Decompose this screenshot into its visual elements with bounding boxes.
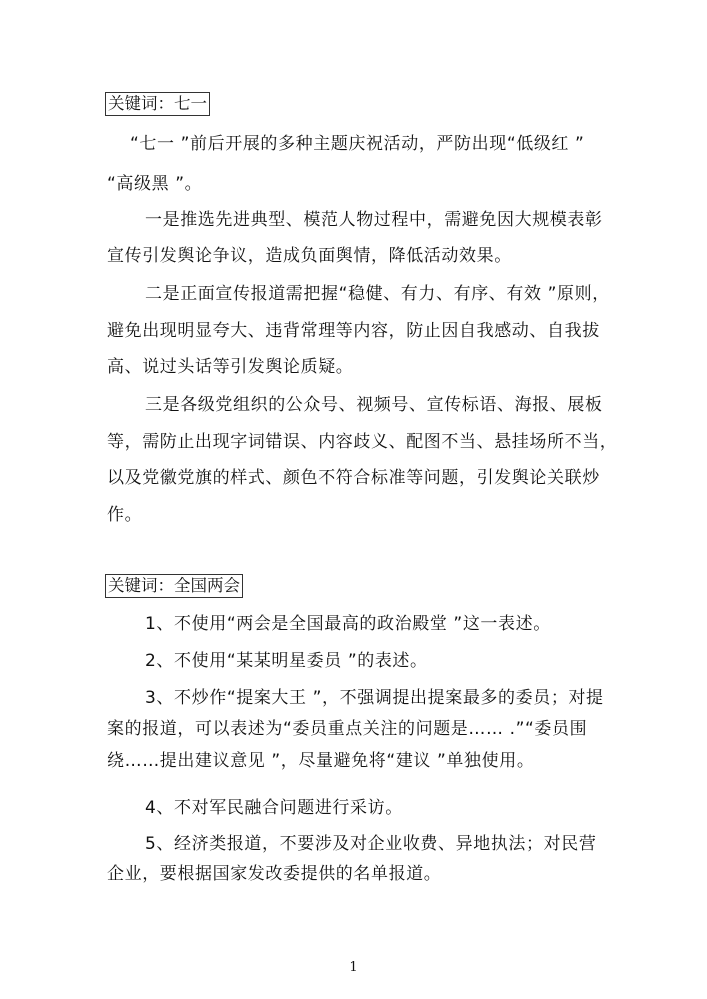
paragraph-line: 3、不炒作“提案大王 ”，不强调提出提案最多的委员；对提: [145, 688, 604, 708]
paragraph-line: “高级黑 ”。: [107, 174, 203, 194]
paragraph-line: 企业，要根据国家发改委提供的名单报道。: [107, 864, 442, 884]
paragraph-line: 2、不使用“某某明星委员 ”的表述。: [145, 651, 428, 671]
paragraph-line: 等，需防止出现字词错误、内容歧义、配图不当、悬挂场所不当，: [107, 432, 618, 452]
paragraph-line: 案的报道，可以表述为“委员重点关注的问题是…… .”“委员围: [107, 719, 588, 739]
keyword-box-lianghui: 关键词：全国两会: [105, 574, 243, 598]
paragraph-line: 高、说过头话等引发舆论质疑。: [107, 357, 354, 377]
paragraph-line: 一是推选先进典型、模范人物过程中，需避免因大规模表彰: [145, 210, 603, 230]
paragraph-line: 1、不使用“两会是全国最高的政治殿堂 ”这一表述。: [145, 614, 551, 634]
paragraph-line: 避免出现明显夸大、违背常理等内容，防止因自我感动、自我拔: [107, 321, 600, 341]
paragraph-line: 绕……提出建议意见 ”，尽量避免将“建议 ”单独使用。: [107, 751, 535, 771]
paragraph-line: 二是正面宣传报道需把握“稳健、有力、有序、有效 ”原则，: [145, 284, 610, 304]
paragraph-line: 以及党徽党旗的样式、颜色不符合标准等问题，引发舆论关联炒: [107, 468, 600, 488]
paragraph-line: 宣传引发舆论争议，造成负面舆情，降低活动效果。: [107, 246, 512, 266]
page-number: 1: [349, 960, 358, 975]
keyword-box-qiyi: 关键词：七一: [105, 92, 210, 116]
paragraph-line: 5、经济类报道，不要涉及对企业收费、异地执法；对民营: [145, 834, 597, 854]
paragraph-line: 作。: [107, 505, 143, 525]
paragraph-line: “七一 ”前后开展的多种主题庆祝活动，严防出现“低级红 ”: [130, 134, 585, 154]
paragraph-line: 4、不对军民融合问题进行采访。: [145, 798, 403, 818]
paragraph-line: 三是各级党组织的公众号、视频号、宣传标语、海报、展板: [145, 395, 603, 415]
